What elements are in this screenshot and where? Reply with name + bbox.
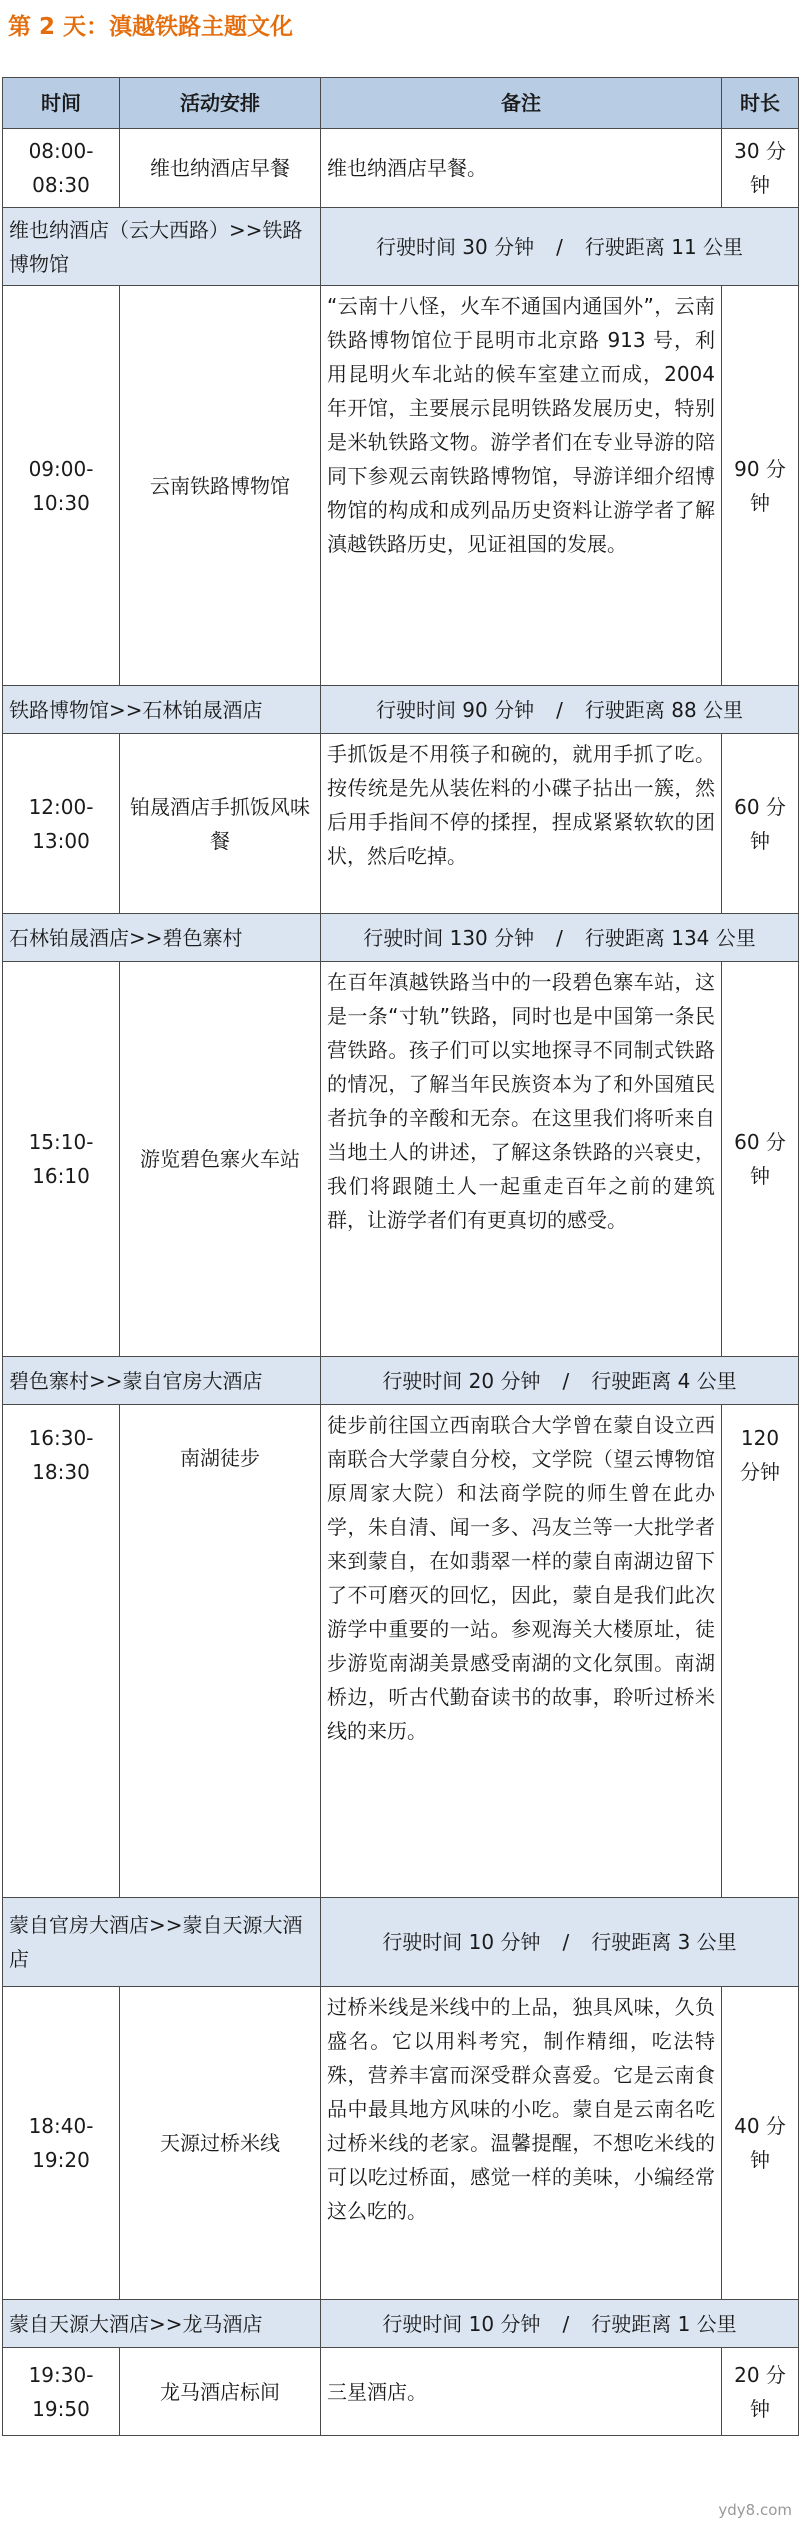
drive-distance: 行驶距离 3 公里 <box>591 1930 737 1954</box>
note-cell: “云南十八怪，火车不通国内通国外”，云南铁路博物馆位于昆明市北京路 913 号，利用昆明火车北站的候车室建立而成，2004 年开馆，主要展示昆明铁路发展历史，特别是米轨铁路文物。游学者们在专业导游的陪同下参观云南铁路博物馆，导游详细介绍博物馆的构成和成列品历史资料让游学者了解滇越铁路历史，见证祖国的发展。 <box>321 286 722 686</box>
duration-cell: 40 分钟 <box>722 1987 799 2300</box>
route-info-cell <box>321 2300 799 2348</box>
route-name-cell: 维也纳酒店（云大西路）>>铁路博物馆 <box>3 208 321 286</box>
activity-cell: 维也纳酒店早餐 <box>120 129 321 208</box>
duration-cell: 20 分钟 <box>722 2348 799 2436</box>
route-name-cell: 蒙自官房大酒店>>蒙自天源大酒店 <box>3 1898 321 1987</box>
note-cell: 徒步前往国立西南联合大学曾在蒙自设立西南联合大学蒙自分校，文学院（望云博物馆原周家大院）和法商学院的师生曾在此办学，朱自清、闻一多、冯友兰等一大批学者来到蒙自，在如翡翠一样的蒙自南湖边留下了不可磨灭的回忆，因此，蒙自是我们此次游学中重要的一站。参观海关大楼原址，徒步游览南湖美景感受南湖的文化氛围。南湖桥边，听古代勤奋读书的故事，聆听过桥米线的来历。 <box>321 1405 722 1898</box>
header-activity: 活动安排 <box>120 78 321 129</box>
route-name-cell: 蒙自天源大酒店>>龙马酒店 <box>3 2300 321 2348</box>
route-name-cell: 石林铂晟酒店>>碧色寨村 <box>3 914 321 962</box>
drive-time: 行驶时间 20 分钟 <box>382 1368 541 1393</box>
activity-cell: 南湖徒步 <box>120 1405 321 1898</box>
drive-distance: 行驶距离 1 公里 <box>591 2311 737 2336</box>
note-cell: 三星酒店。 <box>321 2348 722 2436</box>
route-separator: / <box>562 1368 570 1393</box>
time-cell: 16:30-18:30 <box>3 1405 120 1898</box>
activity-cell: 铂晟酒店手抓饭风味餐 <box>120 734 321 914</box>
table-row <box>3 286 799 686</box>
table-row <box>3 2348 799 2436</box>
route-name-cell: 碧色寨村>>蒙自官房大酒店 <box>3 1357 321 1405</box>
drive-time: 行驶时间 30 分钟 <box>375 234 535 259</box>
time-cell: 15:10-16:10 <box>3 962 120 1357</box>
time-cell: 08:00-08:30 <box>3 129 120 208</box>
drive-time: 行驶时间 130 分钟 <box>363 925 535 950</box>
route-row <box>3 1898 799 1987</box>
duration-cell: 60 分钟 <box>722 734 799 914</box>
route-row <box>3 2300 799 2348</box>
table-row <box>3 1987 799 2300</box>
duration-cell: 30 分钟 <box>722 129 799 208</box>
time-cell: 19:30-19:50 <box>3 2348 120 2436</box>
route-info-cell <box>321 1357 799 1405</box>
route-row <box>3 686 799 734</box>
route-separator: / <box>556 234 563 259</box>
header-note: 备注 <box>321 78 722 129</box>
route-row <box>3 1357 799 1405</box>
itinerary-table <box>2 77 799 2436</box>
route-separator: / <box>556 925 563 950</box>
table-row <box>3 962 799 1357</box>
drive-distance: 行驶距离 134 公里 <box>584 925 756 950</box>
activity-cell: 龙马酒店标间 <box>120 2348 321 2436</box>
table-row <box>3 1405 799 1898</box>
route-info-cell <box>321 208 799 286</box>
route-row <box>3 914 799 962</box>
table-row <box>3 734 799 914</box>
header-duration: 时长 <box>722 78 799 129</box>
note-cell: 手抓饭是不用筷子和碗的，就用手抓了吃。按传统是先从装佐料的小碟子拈出一簇，然后用手指间不停的揉捏，捏成紧紧软软的团状，然后吃掉。 <box>321 734 722 914</box>
activity-cell: 游览碧色寨火车站 <box>120 962 321 1357</box>
activity-cell: 天源过桥米线 <box>120 1987 321 2300</box>
table-row <box>3 129 799 208</box>
duration-cell: 60 分钟 <box>722 962 799 1357</box>
route-separator: / <box>556 697 563 722</box>
drive-distance: 行驶距离 11 公里 <box>584 234 744 259</box>
time-cell: 12:00-13:00 <box>3 734 120 914</box>
duration-cell: 90 分钟 <box>722 286 799 686</box>
route-name-cell: 铁路博物馆>>石林铂晟酒店 <box>3 686 321 734</box>
route-separator: / <box>562 1930 570 1954</box>
note-cell: 在百年滇越铁路当中的一段碧色寨车站，这是一条“寸轨”铁路，同时也是中国第一条民营铁路。孩子们可以实地探寻不同制式铁路的情况，了解当年民族资本为了和外国殖民者抗争的辛酸和无奈。在这里我们将听来自当地土人的讲述，了解这条铁路的兴衰史，我们将跟随土人一起重走百年之前的建筑群，让游学者们有更真切的感受。 <box>321 962 722 1357</box>
drive-distance: 行驶距离 88 公里 <box>584 697 744 722</box>
header-time: 时间 <box>3 78 120 129</box>
route-info-cell <box>321 686 799 734</box>
watermark: ydy8.com <box>718 2501 792 2519</box>
activity-cell: 云南铁路博物馆 <box>120 286 321 686</box>
time-cell: 18:40-19:20 <box>3 1987 120 2300</box>
duration-cell: 120 分钟 <box>722 1405 799 1898</box>
table-header-row <box>3 78 799 129</box>
drive-distance: 行驶距离 4 公里 <box>591 1368 737 1393</box>
drive-time: 行驶时间 10 分钟 <box>382 1930 541 1954</box>
drive-time: 行驶时间 10 分钟 <box>382 2311 541 2336</box>
note-cell: 过桥米线是米线中的上品，独具风味，久负盛名。它以用料考究，制作精细，吃法特殊，营养丰富而深受群众喜爱。它是云南食品中最具地方风味的小吃。蒙自是云南名吃过桥米线的老家。温馨提醒，不想吃米线的可以吃过桥面，感觉一样的美味，小编经常这么吃的。 <box>321 1987 722 2300</box>
page-title: 第 2 天：滇越铁路主题文化 <box>8 14 294 40</box>
route-separator: / <box>562 2311 570 2336</box>
route-info-cell <box>321 914 799 962</box>
drive-time: 行驶时间 90 分钟 <box>375 697 535 722</box>
time-cell: 09:00-10:30 <box>3 286 120 686</box>
route-info-cell <box>321 1898 799 1987</box>
note-cell: 维也纳酒店早餐。 <box>321 129 722 208</box>
route-row <box>3 208 799 286</box>
